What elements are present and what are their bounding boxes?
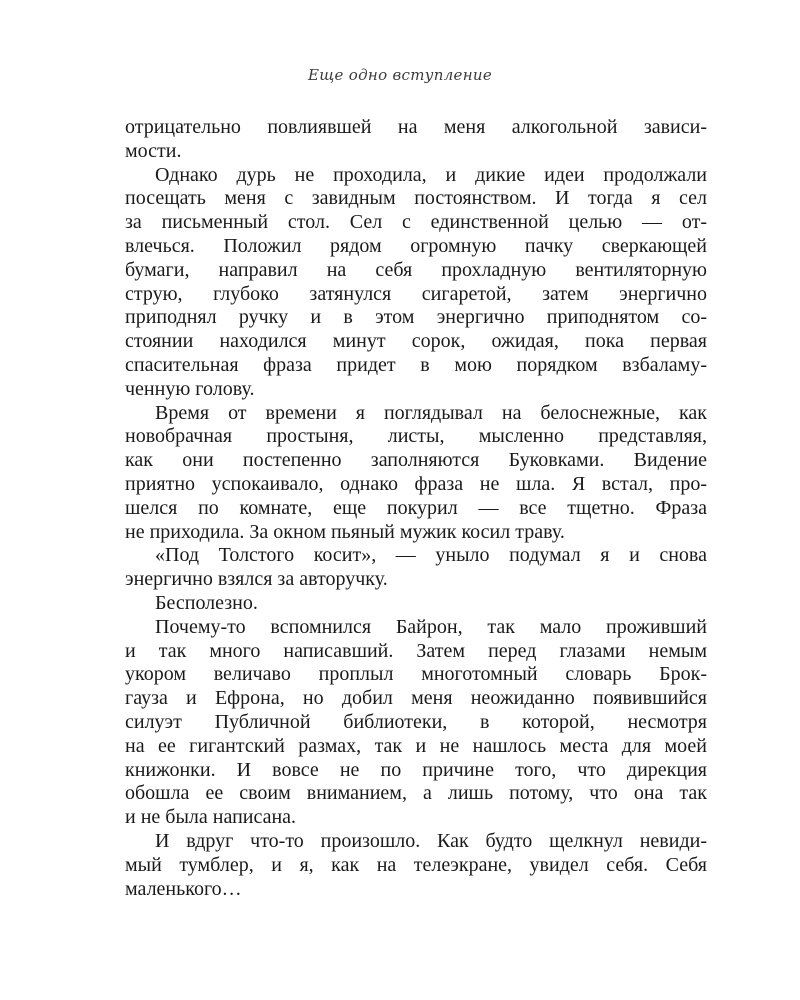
text-line: бумаги, направил на себя прохладную вентиляторную [125, 258, 707, 281]
text-line: Почему-то вспомнился Байрон, так мало проживший [155, 615, 707, 638]
text-line: мости. [125, 139, 182, 162]
text-line: посещать меня с завидным постоянством. И тогда я сел [125, 187, 707, 210]
text-line: силуэт Публичной библиотеки, в которой, несмотря [125, 710, 707, 733]
text-line: энергично взялся за авторучку. [125, 568, 388, 591]
text-line: и не была написана. [125, 806, 297, 829]
text-line: как они постепенно заполняются Буковками. Видение [125, 449, 707, 472]
text-line: И вдруг что-то произошло. Как будто щелкнул невиди- [155, 829, 707, 852]
text-line: струю, глубоко затянулся сигаретой, затем энергично [125, 282, 707, 305]
text-line: отрицательно повлиявшей на меня алкогольной зависи- [125, 116, 707, 138]
running-head: Еще одно вступление [307, 66, 493, 84]
text-line: на ее гигантский размах, так и не нашлось места для моей [125, 734, 707, 757]
text-line: укором величаво проплыл многотомный словарь Брок- [125, 663, 707, 686]
text-line: шелся по комнате, еще покурил — все тщетно. Фраза [125, 496, 707, 519]
text-line: стоянии находился минут сорок, ожидая, пока первая [125, 330, 707, 353]
body-text [125, 116, 707, 901]
text-line: Однако дурь не проходила, и дикие идеи продолжали [155, 163, 707, 186]
text-line: Бесполезно. [155, 591, 258, 614]
text-line: новобрачная простыня, листы, мысленно представляя, [125, 425, 707, 448]
text-line: «Под Толстого косит», — уныло подумал я и снова [155, 544, 707, 567]
text-line: Время от времени я поглядывал на белоснежные, как [155, 401, 707, 424]
text-line: влечься. Положил рядом огромную пачку сверкающей [125, 234, 707, 257]
text-line: приятно успокаивало, однако фраза не шла. Я встал, про- [125, 472, 707, 495]
text-line: приподнял ручку и в этом энергично приподнятом со- [125, 306, 707, 329]
text-line: ченную голову. [125, 377, 255, 400]
text-line: гауза и Ефрона, но добил меня неожиданно появившийся [125, 687, 707, 710]
text-line: спасительная фраза придет в мою порядком взбаламу- [125, 353, 707, 376]
text-line: и так много написавший. Затем перед глазами немым [125, 639, 707, 662]
text-line: книжонки. И вовсе не по причине того, что дирекция [125, 758, 707, 781]
text-line: за письменный стол. Сел с единственной целью — от- [125, 211, 707, 234]
text-line: маленького… [125, 877, 242, 900]
text-line: мый тумблер, и я, как на телеэкране, увидел себя. Себя [125, 853, 707, 876]
text-line: не приходила. За окном пьяный мужик косил траву. [125, 520, 565, 543]
text-line: обошла ее своим вниманием, а лишь потому, что она так [125, 782, 707, 805]
